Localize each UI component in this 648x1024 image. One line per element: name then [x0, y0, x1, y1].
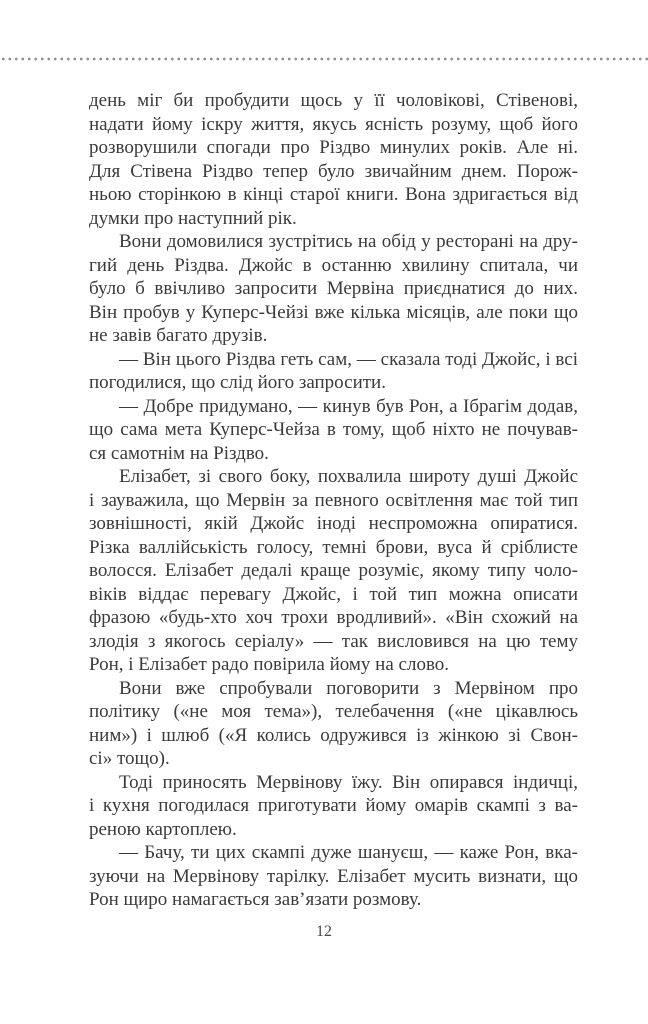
text-line: злодія з якогось серіалу» — так висловився на цю тему [89, 630, 578, 652]
text-line: сі» тощо). [89, 748, 170, 769]
text-line: Вони домовилися зустрітись на обід у ресторані на дру- [119, 231, 578, 252]
paragraph [89, 771, 578, 842]
text-line: день міг би пробудити щось у її чоловікові, Стівенові, [89, 90, 578, 111]
text-line: реною картоплею. [89, 818, 237, 840]
text-line: політику («не моя тема»), телебачення («не цікавлюсь [89, 701, 578, 722]
paragraph [89, 677, 578, 771]
text-line: Рон, і Елізабет радо повірила йому на слово. [89, 654, 450, 675]
text-line: ся самотнім на Різдво. [89, 442, 269, 464]
text-line: погодилися, що слід його запросити. [89, 372, 386, 393]
paragraph [89, 395, 578, 466]
text-line: Різка валлійськість голосу, темні брови, вуса й сріблисте [89, 536, 578, 558]
paragraph [89, 89, 578, 230]
text-line: Для Стівена Різдво тепер було звичайним днем. Порож- [89, 160, 578, 182]
text-line: — Добре придумано, — кинув був Рон, а Ібрагім додав, [119, 395, 578, 417]
text-line: ньою сторінкою в кінці старої книги. Вона здригається від [89, 184, 578, 205]
paragraph [89, 465, 578, 677]
paragraph [89, 841, 578, 912]
text-line: і кухня погодилася приготувати йому омарів скампі з ва- [89, 795, 578, 816]
text-line: було б ввічливо запросити Мервіна приєднатися до них. [89, 278, 578, 299]
text-line: надати йому іскру життя, якусь ясність розуму, щоб його [89, 113, 578, 135]
page-text [89, 89, 578, 912]
text-line: віків віддає перевагу Джойс, і той тип можна описати [89, 583, 578, 605]
text-line: ним») і шлюб («Я колись одружився із жінкою зі Свон- [89, 724, 578, 746]
text-line: Рон щиро намагається зав’язати розмову. [89, 889, 422, 910]
page-number: 12 [316, 923, 332, 940]
text-line: волосся. Елізабет дедалі краще розуміє, якому типу чоло- [89, 560, 578, 581]
text-line: зуючи на Мервінову тарілку. Елізабет мусить визнати, що [89, 865, 578, 887]
text-line: що сама мета Куперс-Чейза в тому, щоб ніхто не почував- [89, 419, 578, 440]
text-line: Елізабет, зі свого боку, похвалила широту душі Джойс [119, 466, 578, 487]
text-line: не завів багато друзів. [89, 325, 268, 346]
paragraph [89, 348, 578, 395]
text-line: фразою «будь-хто хоч трохи вродливий». «Він схожий на [89, 607, 578, 628]
text-line: і зауважила, що Мервін за певного освітлення має той тип [89, 489, 578, 511]
paragraph [89, 230, 578, 348]
text-line: Вони вже спробували поговорити з Мервіном про [119, 677, 578, 699]
dotted-separator [0, 57, 648, 61]
text-line: Він пробув у Куперс-Чейзі вже кілька місяців, але поки що [89, 301, 578, 323]
text-line: Тоді приносять Мервінову їжу. Він опирався індичці, [119, 771, 578, 793]
text-line: — Бачу, ти цих скампі дуже шануєш, — каже Рон, вка- [119, 842, 578, 863]
text-line: гий день Різдва. Джойс в останню хвилину спитала, чи [89, 254, 578, 276]
text-line: зовнішності, якій Джойс іноді неспроможна опиратися. [89, 513, 578, 534]
text-line: — Він цього Різдва геть сам, — сказала тоді Джойс, і всі [119, 348, 578, 370]
text-line: думки про наступний рік. [89, 207, 297, 229]
text-line: розворушили спогади про Різдво минулих років. Але ні. [89, 137, 578, 158]
